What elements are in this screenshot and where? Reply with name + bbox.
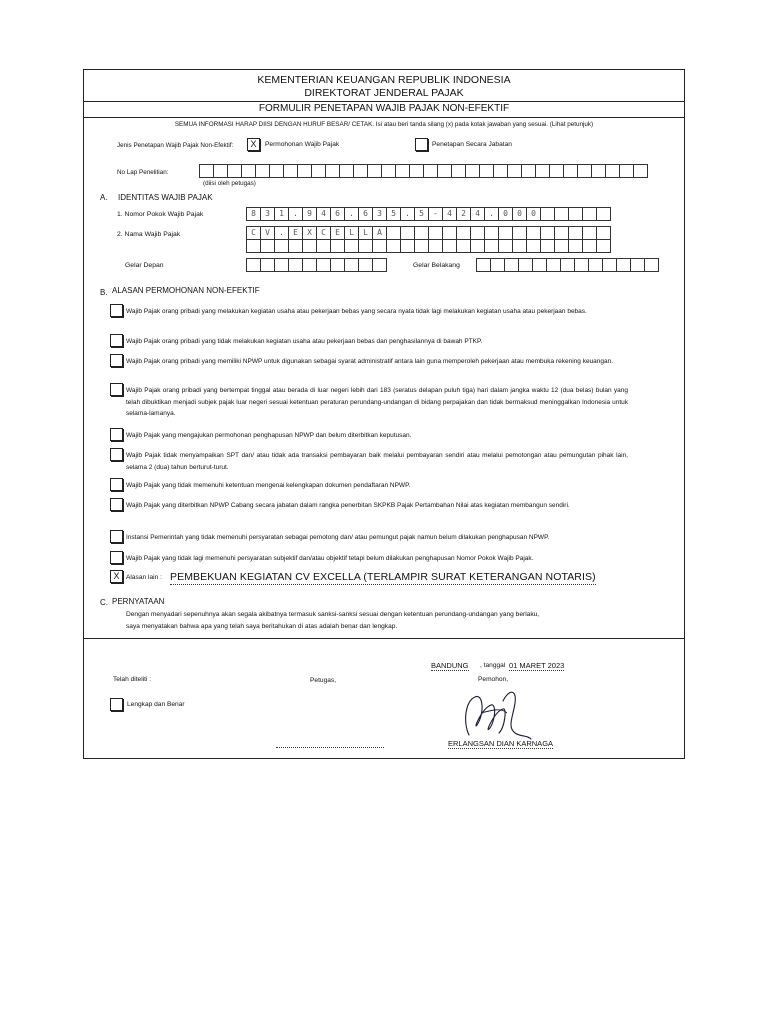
- statement-line-2: saya menyatakan bahwa apa yang telah saya beritahukan di atas adalah benar dan lengkap.: [126, 623, 398, 630]
- nama-line2-cell[interactable]: [540, 239, 555, 253]
- gelar-depan-cell[interactable]: [358, 258, 373, 272]
- nama-cell[interactable]: E: [330, 226, 345, 240]
- nama-line2-cell[interactable]: [344, 239, 359, 253]
- nolap-cell[interactable]: [339, 164, 354, 178]
- npwp-cell[interactable]: .: [288, 207, 303, 221]
- reason-10-text: Wajib Pajak yang tidak lagi memenuhi persyaratan subjektif dan/atau objektif tetapi belum dilakukan penghapusan Nomor Pokok Wajib Pajak.: [126, 555, 534, 562]
- gelar-depan-cell[interactable]: [288, 258, 303, 272]
- reason-10-checkbox[interactable]: [110, 551, 123, 564]
- gelar-belakang-cell[interactable]: [602, 258, 617, 272]
- reason-6-text: Wajib Pajak tidak menyampaikan SPT dan/ atau tidak ada transaksi pembayaran baik melalui pembayaran sendiri atau melalui pemotongan atau pemungutan pihak lain, selama 2 (dua) tahun berturut-turut.: [126, 452, 628, 471]
- gelar-depan-cell[interactable]: [372, 258, 387, 272]
- lengkap-checkbox[interactable]: [110, 698, 123, 711]
- nolap-cell[interactable]: [213, 164, 228, 178]
- section-c-letter: C.: [100, 598, 108, 607]
- gelar-depan-cell[interactable]: [260, 258, 275, 272]
- nama-line2-cell[interactable]: [442, 239, 457, 253]
- gelar-belakang-cell[interactable]: [574, 258, 589, 272]
- permohonan-checkbox[interactable]: X: [247, 138, 260, 151]
- nolap-cell[interactable]: [507, 164, 522, 178]
- reason-2-text: Wajib Pajak orang pribadi yang tidak melakukan kegiatan usaha atau pekerjaan bebas dan penghasilannya di bawah PTKP.: [126, 338, 483, 345]
- petugas-label: Petugas,: [310, 677, 337, 684]
- nama-cell[interactable]: C: [316, 226, 331, 240]
- nama-cell[interactable]: [512, 226, 527, 240]
- nama-cell[interactable]: [484, 226, 499, 240]
- section-b-title: ALASAN PERMOHONAN NON-EFEKTIF: [112, 286, 260, 295]
- directorate-heading: DIREKTORAT JENDERAL PAJAK: [304, 87, 464, 99]
- nolap-cell[interactable]: [521, 164, 536, 178]
- nama-cell[interactable]: [582, 226, 597, 240]
- reason-8-text: Wajib Pajak yang diterbitkan NPWP Cabang secara jabatan dalam rangka penerbitan SKPKB Pajak Pertambahan Nilai atas kegiatan membangun sendiri.: [126, 502, 570, 509]
- nolap-cell[interactable]: [619, 164, 634, 178]
- nama-cell[interactable]: [456, 226, 471, 240]
- gelar-belakang-cell[interactable]: [504, 258, 519, 272]
- other-reason-checkbox[interactable]: X: [110, 570, 123, 583]
- npwp-cell[interactable]: 3: [372, 207, 387, 221]
- nama-line2-cell[interactable]: [246, 239, 261, 253]
- gelar-belakang-cell[interactable]: [588, 258, 603, 272]
- nama-line2-cell[interactable]: [470, 239, 485, 253]
- npwp-grid[interactable]: [247, 207, 611, 221]
- nama-cell[interactable]: [428, 226, 443, 240]
- nama-line2-cell[interactable]: [274, 239, 289, 253]
- nolap-cell[interactable]: [199, 164, 214, 178]
- nama-line2-cell[interactable]: [428, 239, 443, 253]
- nolap-cell[interactable]: [633, 164, 648, 178]
- other-reason-label: Alasan lain :: [126, 574, 162, 581]
- npwp-cell[interactable]: [582, 207, 597, 221]
- reason-3-checkbox[interactable]: [110, 354, 123, 367]
- nama-label: 2. Nama Wajib Pajak: [117, 231, 181, 238]
- nama-line2-cell[interactable]: [330, 239, 345, 253]
- npwp-cell[interactable]: 8: [246, 207, 261, 221]
- gelar-belakang-cell[interactable]: [560, 258, 575, 272]
- other-reason-value[interactable]: PEMBEKUAN KEGIATAN CV EXCELLA (TERLAMPIR SURAT KETERANGAN NOTARIS): [170, 571, 596, 583]
- jabatan-label: Penetapan Secara Jabatan: [432, 141, 512, 148]
- nolap-cell[interactable]: [367, 164, 382, 178]
- nolap-cell[interactable]: [535, 164, 550, 178]
- nama-line2-cell[interactable]: [484, 239, 499, 253]
- jabatan-checkbox[interactable]: [415, 138, 428, 151]
- npwp-cell[interactable]: -: [428, 207, 443, 221]
- nolap-cell[interactable]: [311, 164, 326, 178]
- nama-cell[interactable]: [596, 226, 611, 240]
- npwp-cell[interactable]: 5: [414, 207, 429, 221]
- ministry-heading: KEMENTERIAN KEUANGAN REPUBLIK INDONESIA: [257, 74, 511, 86]
- nama-line2-cell[interactable]: [498, 239, 513, 253]
- npwp-cell[interactable]: .: [400, 207, 415, 221]
- gelar-belakang-cell[interactable]: [546, 258, 561, 272]
- nama-cell[interactable]: [400, 226, 415, 240]
- nama-cell[interactable]: [442, 226, 457, 240]
- gelar-depan-cell[interactable]: [274, 258, 289, 272]
- nama-cell[interactable]: E: [288, 226, 303, 240]
- nolap-cell[interactable]: [493, 164, 508, 178]
- nama-line2-cell[interactable]: [302, 239, 317, 253]
- nama-line2-cell[interactable]: [400, 239, 415, 253]
- npwp-cell[interactable]: 5: [386, 207, 401, 221]
- npwp-cell[interactable]: [596, 207, 611, 221]
- npwp-cell[interactable]: 2: [456, 207, 471, 221]
- nama-grid[interactable]: [247, 226, 611, 240]
- gelar-depan-cell[interactable]: [316, 258, 331, 272]
- nolap-cell[interactable]: [395, 164, 410, 178]
- nama-line2-cell[interactable]: [526, 239, 541, 253]
- reason-4-text: Wajib Pajak orang pribadi yang bertempat tinggal atau berada di luar negeri lebih dari 183 (seratus delapan puluh tiga) hari dalam jangka waktu 12 (dua belas) bulan yang telah dibuktikan menjadi subjek pajak luar negeri sesuai ketentuan peraturan perundang-undangan di bidang perpajakan dan tidak bermaksud meninggalkan Indonesia untuk selama-lamanya.: [126, 387, 628, 417]
- statement-line-1: Dengan menyadari sepenuhnya akan segala akibatnya termasuk sanksi-sanksi sesuai dengan ketentuan perundang-undangan yang berlaku,: [126, 611, 540, 618]
- section-a-letter: A.: [100, 193, 108, 202]
- nama-cell[interactable]: [526, 226, 541, 240]
- nama-cell[interactable]: A: [372, 226, 387, 240]
- nama-line2-cell[interactable]: [386, 239, 401, 253]
- npwp-cell[interactable]: 0: [526, 207, 541, 221]
- npwp-cell[interactable]: [568, 207, 583, 221]
- reason-7-text: Wajib Pajak yang tidak memenuhi ketentuan mengenai kelengkapan dokumen pendaftaran NPWP.: [126, 482, 411, 489]
- footer-divider: [83, 638, 685, 639]
- jenis-label: Jenis Penetapan Wajib Pajak Non-Efektif:: [117, 142, 234, 149]
- npwp-cell[interactable]: 4: [442, 207, 457, 221]
- npwp-cell[interactable]: 3: [260, 207, 275, 221]
- nolap-cell[interactable]: [269, 164, 284, 178]
- city-field[interactable]: BANDUNG: [431, 661, 469, 670]
- nolap-cell[interactable]: [297, 164, 312, 178]
- npwp-cell[interactable]: 4: [470, 207, 485, 221]
- tanggal-label: , tanggal: [480, 662, 506, 669]
- title-divider: [83, 117, 685, 118]
- nolap-cell[interactable]: [325, 164, 340, 178]
- gelar-belakang-cell[interactable]: [630, 258, 645, 272]
- gelar-depan-cell[interactable]: [344, 258, 359, 272]
- nama-line2-cell[interactable]: [358, 239, 373, 253]
- nolap-cell[interactable]: [605, 164, 620, 178]
- nama-cell[interactable]: [498, 226, 513, 240]
- npwp-cell[interactable]: .: [344, 207, 359, 221]
- nama-line2-cell[interactable]: [456, 239, 471, 253]
- gelar-belakang-cell[interactable]: [518, 258, 533, 272]
- reason-5-text: Wajib Pajak yang mengajukan permohonan penghapusan NPWP dan belum diterbitkan keputusan.: [126, 432, 412, 439]
- npwp-cell[interactable]: 6: [358, 207, 373, 221]
- instructions: SEMUA INFORMASI HARAP DIISI DENGAN HURUF BESAR/ CETAK. Isi atau beri tanda silang (x) pada kotak jawaban yang sesuai. (Lihat petunjuk): [174, 121, 594, 128]
- nama-line2-cell[interactable]: [288, 239, 303, 253]
- nolap-cell[interactable]: [227, 164, 242, 178]
- nolap-cell[interactable]: [381, 164, 396, 178]
- section-c-title: PERNYATAAN: [112, 597, 165, 606]
- npwp-cell[interactable]: 0: [512, 207, 527, 221]
- reason-6-checkbox[interactable]: [110, 448, 123, 461]
- gelar-depan-cell[interactable]: [330, 258, 345, 272]
- nolap-cell[interactable]: [409, 164, 424, 178]
- reason-2-checkbox[interactable]: [110, 334, 123, 347]
- gelar-belakang-cell[interactable]: [490, 258, 505, 272]
- nolap-cell[interactable]: [591, 164, 606, 178]
- gelar-belakang-cell[interactable]: [476, 258, 491, 272]
- nolap-cell[interactable]: [549, 164, 564, 178]
- permohonan-label: Permohonan Wajib Pajak: [265, 141, 340, 148]
- nama-cell[interactable]: X: [302, 226, 317, 240]
- nama-line2-cell[interactable]: [582, 239, 597, 253]
- nama-cell[interactable]: [470, 226, 485, 240]
- npwp-cell[interactable]: [554, 207, 569, 221]
- npwp-cell[interactable]: 9: [302, 207, 317, 221]
- nama-cell[interactable]: [554, 226, 569, 240]
- nama-line2-cell[interactable]: [568, 239, 583, 253]
- nama-cell[interactable]: [540, 226, 555, 240]
- nama-line2-cell[interactable]: [260, 239, 275, 253]
- nama-cell[interactable]: [568, 226, 583, 240]
- nama-cell[interactable]: [386, 226, 401, 240]
- form-title: FORMULIR PENETAPAN WAJIB PAJAK NON-EFEKTIF: [258, 103, 510, 114]
- npwp-cell[interactable]: .: [484, 207, 499, 221]
- gelar-depan-label: Gelar Depan: [125, 262, 164, 269]
- nolap-cell[interactable]: [353, 164, 368, 178]
- nolap-cell[interactable]: [577, 164, 592, 178]
- gelar-belakang-grid[interactable]: [477, 258, 659, 272]
- lengkap-label: Lengkap dan Benar: [127, 701, 185, 708]
- header-divider: [83, 101, 685, 102]
- reason-1-checkbox[interactable]: [110, 304, 123, 317]
- reason-5-checkbox[interactable]: [110, 428, 123, 441]
- nolap-cell[interactable]: [283, 164, 298, 178]
- nolap-cell[interactable]: [563, 164, 578, 178]
- nama-line2-cell[interactable]: [372, 239, 387, 253]
- npwp-cell[interactable]: 0: [498, 207, 513, 221]
- telah-diteliti-label: Telah diteliti :: [113, 676, 152, 683]
- nama-cell[interactable]: L: [344, 226, 359, 240]
- nama-cell[interactable]: .: [274, 226, 289, 240]
- reason-7-checkbox[interactable]: [110, 478, 123, 491]
- reason-3-text: Wajib Pajak orang pribadi yang memiliki NPWP untuk digunakan sebagai syarat administratif antara lain guna memperoleh pekerjaan atau membuka rekening keuangan.: [126, 358, 614, 365]
- nolap-cell[interactable]: [255, 164, 270, 178]
- signature-image: [455, 683, 535, 741]
- gelar-belakang-cell[interactable]: [644, 258, 659, 272]
- reason-8-checkbox[interactable]: [110, 498, 123, 511]
- nolap-cell[interactable]: [479, 164, 494, 178]
- nolap-cell[interactable]: [451, 164, 466, 178]
- npwp-cell[interactable]: 6: [330, 207, 345, 221]
- gelar-belakang-cell[interactable]: [532, 258, 547, 272]
- reason-1-text: Wajib Pajak orang pribadi yang melakukan kegiatan usaha atau pekerjaan bebas yang secara nyata tidak lagi melakukan kegiatan usaha atau pekerjaan bebas.: [126, 308, 587, 315]
- date-field[interactable]: 01 MARET 2023: [509, 661, 565, 670]
- pemohon-label: Pemohon,: [478, 676, 509, 683]
- npwp-cell[interactable]: 1: [274, 207, 289, 221]
- gelar-depan-cell[interactable]: [302, 258, 317, 272]
- nama-line2-cell[interactable]: [316, 239, 331, 253]
- gelar-belakang-label: Gelar Belakang: [413, 262, 460, 269]
- nama-line2-cell[interactable]: [596, 239, 611, 253]
- nama-line2-cell[interactable]: [554, 239, 569, 253]
- nama-cell[interactable]: [414, 226, 429, 240]
- npwp-label: 1. Nomor Pokok Wajib Pajak: [117, 211, 204, 218]
- nolap-grid[interactable]: [200, 164, 648, 178]
- signer-name[interactable]: ERLANGSAN DIAN KARNAGA: [448, 739, 554, 748]
- nama-cell[interactable]: C: [246, 226, 261, 240]
- gelar-depan-cell[interactable]: [246, 258, 261, 272]
- reason-4-checkbox[interactable]: [110, 383, 123, 396]
- petugas-signature-line[interactable]: [276, 747, 384, 748]
- nama-line2-cell[interactable]: [512, 239, 527, 253]
- section-b-letter: B.: [100, 288, 108, 297]
- nama-cell[interactable]: L: [358, 226, 373, 240]
- npwp-cell[interactable]: 4: [316, 207, 331, 221]
- reason-9-checkbox[interactable]: [110, 530, 123, 543]
- nolap-cell[interactable]: [437, 164, 452, 178]
- nama-grid-line2[interactable]: [247, 239, 611, 253]
- nama-line2-cell[interactable]: [414, 239, 429, 253]
- nolap-label: No Lap Penelitian:: [117, 169, 169, 176]
- nama-cell[interactable]: V: [260, 226, 275, 240]
- npwp-cell[interactable]: [540, 207, 555, 221]
- section-a-title: IDENTITAS WAJIB PAJAK: [118, 193, 213, 202]
- nolap-cell[interactable]: [465, 164, 480, 178]
- nolap-cell[interactable]: [241, 164, 256, 178]
- nolap-note: (diisi oleh petugas): [203, 180, 256, 187]
- gelar-belakang-cell[interactable]: [616, 258, 631, 272]
- reason-9-text: Instansi Pemerintah yang tidak memenuhi persyaratan sebagai pemotong dan/ atau pemungut pajak namun belum dilakukan penghapusan NPWP.: [126, 534, 550, 541]
- nolap-cell[interactable]: [423, 164, 438, 178]
- gelar-depan-grid[interactable]: [247, 258, 387, 272]
